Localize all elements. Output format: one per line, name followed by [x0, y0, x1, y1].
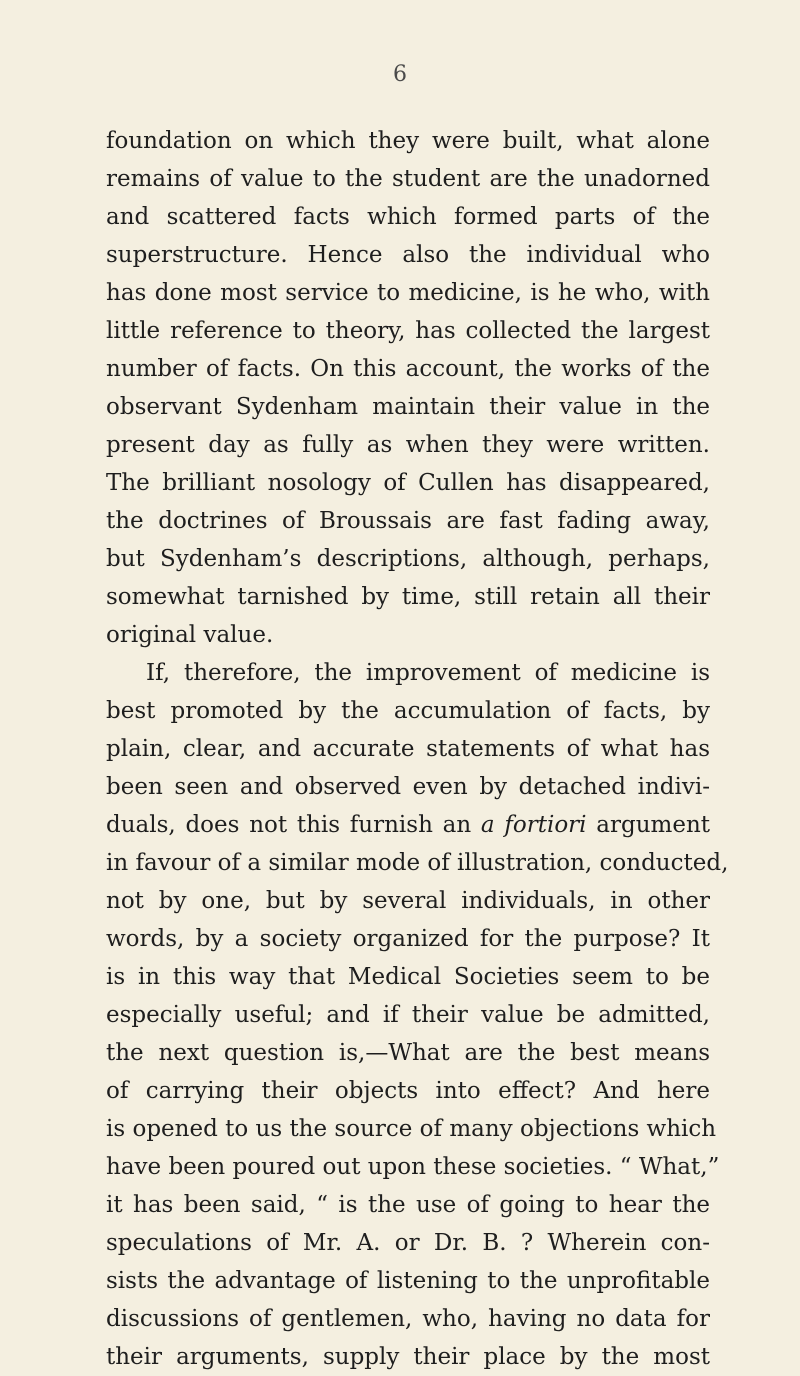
page-number: 6	[393, 62, 407, 87]
paragraph-1	[106, 122, 710, 654]
text-line: in favour of a similar mode of illustration, conducted,	[106, 850, 729, 876]
text-line: somewhat tarnished by time, still retain all their	[106, 584, 710, 610]
text-line: but Sydenham’s descriptions, although, perhaps,	[106, 546, 710, 572]
text-line: speculations of Mr. A. or Dr. B. ? Wherein con-	[106, 1230, 710, 1256]
text-line: especially useful; and if their value be admitted,	[106, 1002, 710, 1028]
body-text	[106, 122, 729, 1376]
text-line: original value.	[106, 622, 274, 648]
text-line: and scattered facts which formed parts of the	[106, 204, 710, 230]
text-line: words, by a society organized for the purpose? It	[106, 926, 710, 952]
text-line: the doctrines of Broussais are fast fading away,	[106, 508, 710, 534]
text-line: have been poured out upon these societies. “ What,”	[106, 1154, 720, 1180]
text-line: discussions of gentlemen, who, having no data for	[106, 1306, 710, 1332]
text-run: duals, does not this furnish an	[106, 812, 481, 838]
text-run: argument	[586, 812, 710, 838]
text-line: The brilliant nosology of Cullen has disappeared,	[106, 470, 710, 496]
text-line: it has been said, “ is the use of going to hear the	[106, 1192, 710, 1218]
text-line: their arguments, supply their place by the most	[106, 1344, 710, 1370]
text-line: number of facts. On this account, the works of the	[106, 356, 710, 382]
text-line: observant Sydenham maintain their value in the	[106, 394, 710, 420]
text-line: foundation on which they were built, what alone	[106, 128, 710, 154]
italic-phrase: a fortiori	[480, 812, 587, 838]
paragraph-2	[106, 654, 729, 1376]
text-line: remains of value to the student are the unadorned	[106, 166, 710, 192]
text-line: sists the advantage of listening to the unprofitable	[106, 1268, 710, 1294]
text-line: of carrying their objects into effect? And here	[106, 1078, 710, 1104]
text-line: plain, clear, and accurate statements of what has	[106, 736, 710, 762]
text-line: best promoted by the accumulation of facts, by	[106, 698, 710, 724]
text-line: not by one, but by several individuals, in other	[106, 888, 710, 914]
text-line: If, therefore, the improvement of medicine is	[146, 660, 710, 686]
text-line: is opened to us the source of many objections which	[106, 1116, 717, 1142]
text-line-with-italic	[106, 806, 710, 844]
text-line: been seen and observed even by detached indivi-	[106, 774, 710, 800]
text-line: superstructure. Hence also the individual who	[106, 242, 710, 268]
text-line: has done most service to medicine, is he who, with	[106, 280, 710, 306]
text-line: is in this way that Medical Societies seem to be	[106, 964, 710, 990]
text-line: little reference to theory, has collected the largest	[106, 318, 710, 344]
text-line: the next question is,—What are the best means	[106, 1040, 710, 1066]
text-line: present day as fully as when they were written.	[106, 432, 710, 458]
